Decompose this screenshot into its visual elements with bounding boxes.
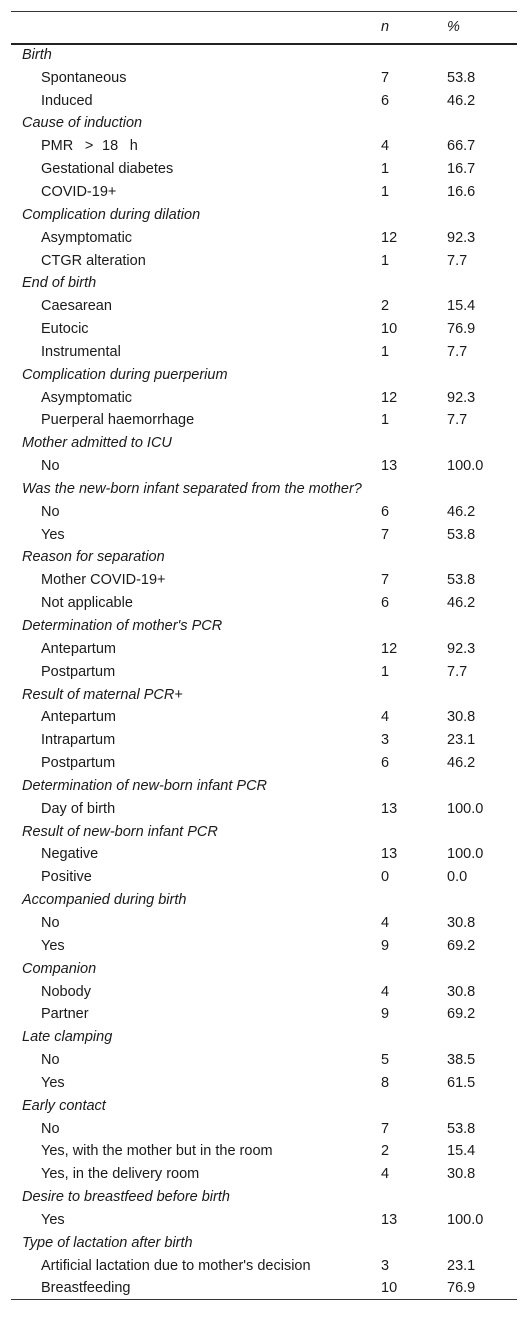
table-row	[11, 340, 517, 363]
row-label: Mother COVID-19+	[41, 572, 166, 589]
empty-cell	[381, 44, 447, 67]
row-n: 9	[381, 937, 390, 954]
section-label: Complication during puerperium	[22, 366, 228, 383]
row-n: 1	[381, 663, 390, 680]
section-row	[11, 957, 517, 980]
row-n: 13	[381, 846, 398, 863]
row-percent: 100.0	[447, 458, 484, 475]
section-row	[11, 820, 517, 843]
empty-cell	[447, 1026, 517, 1049]
empty-cell	[447, 1231, 517, 1254]
row-n: 12	[381, 229, 398, 246]
row-label: PMR > 18 h	[41, 138, 138, 155]
row-n: 6	[381, 755, 390, 772]
row-label: Nobody	[41, 983, 91, 1000]
row-n: 1	[381, 343, 390, 360]
row-label: No	[41, 503, 60, 520]
section-label: Early contact	[22, 1097, 106, 1114]
row-n: 1	[381, 161, 390, 178]
section-row	[11, 1026, 517, 1049]
row-n: 7	[381, 526, 390, 543]
row-percent: 23.1	[447, 732, 476, 749]
row-label: Yes	[41, 1074, 65, 1091]
row-label: Yes	[41, 1211, 65, 1228]
section-label: Companion	[22, 960, 97, 977]
row-percent: 92.3	[447, 389, 476, 406]
table-row	[11, 1209, 517, 1232]
row-percent: 0.0	[447, 869, 468, 886]
row-percent: 15.4	[447, 1143, 476, 1160]
section-label: Determination of new-born infant PCR	[22, 777, 268, 794]
row-label: No	[41, 1120, 60, 1137]
row-percent: 7.7	[447, 663, 468, 680]
empty-cell	[381, 820, 447, 843]
header-percent: %	[447, 12, 517, 44]
row-percent: 15.4	[447, 298, 476, 315]
table-row	[11, 934, 517, 957]
header-row	[11, 12, 517, 44]
row-percent: 38.5	[447, 1052, 476, 1069]
row-n: 12	[381, 640, 398, 657]
row-n: 4	[381, 709, 390, 726]
empty-cell	[447, 478, 517, 501]
row-label: Artificial lactation due to mother's decision	[41, 1257, 311, 1274]
empty-cell	[381, 363, 447, 386]
section-row	[11, 203, 517, 226]
table-row	[11, 1117, 517, 1140]
row-label: Breastfeeding	[11, 1277, 381, 1300]
section-row	[11, 683, 517, 706]
section-label: Cause of induction	[22, 115, 143, 132]
row-n: 8	[381, 1074, 390, 1091]
row-n: 2	[381, 1143, 390, 1160]
row-n: 7	[381, 1120, 390, 1137]
empty-cell	[381, 478, 447, 501]
row-percent: 7.7	[447, 343, 468, 360]
row-percent: 100.0	[447, 846, 484, 863]
table-row	[11, 1163, 517, 1186]
row-n: 1	[381, 183, 390, 200]
row-label: Asymptomatic	[41, 229, 133, 246]
header-n: n	[381, 12, 447, 44]
row-n: 6	[381, 503, 390, 520]
table-row	[11, 66, 517, 89]
table-row	[11, 295, 517, 318]
table-row	[11, 752, 517, 775]
section-row	[11, 546, 517, 569]
empty-cell	[447, 889, 517, 912]
table-row	[11, 843, 517, 866]
section-row	[11, 1231, 517, 1254]
empty-cell	[447, 363, 517, 386]
row-label: Yes	[41, 937, 65, 954]
row-percent: 30.8	[447, 709, 476, 726]
empty-cell	[447, 272, 517, 295]
section-label: Was the new-born infant separated from the mother?	[22, 480, 362, 497]
table-header	[11, 12, 517, 44]
row-n: 1	[381, 412, 390, 429]
section-row	[11, 112, 517, 135]
table-row	[11, 797, 517, 820]
row-percent: 92.3	[447, 640, 476, 657]
row-n: 10	[381, 1277, 447, 1300]
empty-cell	[381, 1026, 447, 1049]
row-n: 4	[381, 138, 390, 155]
table-row	[11, 1254, 517, 1277]
table-row	[11, 1140, 517, 1163]
row-percent: 100.0	[447, 800, 484, 817]
table-row	[11, 135, 517, 158]
row-percent: 100.0	[447, 1211, 484, 1228]
data-table	[11, 11, 517, 1300]
table-row	[11, 980, 517, 1003]
row-percent: 16.7	[447, 161, 476, 178]
row-percent: 7.7	[447, 412, 468, 429]
row-label: Partner	[41, 1006, 89, 1023]
empty-cell	[447, 546, 517, 569]
empty-cell	[381, 775, 447, 798]
row-n: 13	[381, 1211, 398, 1228]
row-n: 9	[381, 1006, 390, 1023]
empty-cell	[447, 615, 517, 638]
empty-cell	[381, 432, 447, 455]
section-label: Type of lactation after birth	[22, 1234, 193, 1251]
table-body	[11, 44, 517, 1300]
table-row	[11, 1071, 517, 1094]
empty-cell	[447, 1186, 517, 1209]
row-n: 5	[381, 1052, 390, 1069]
section-row	[11, 615, 517, 638]
row-percent: 76.9	[447, 1277, 517, 1300]
table-row	[11, 158, 517, 181]
section-row	[11, 775, 517, 798]
row-label: No	[41, 914, 60, 931]
row-label: No	[41, 1052, 60, 1069]
row-percent: 46.2	[447, 595, 476, 612]
row-label: No	[41, 458, 60, 475]
section-label: Result of new-born infant PCR	[22, 823, 218, 840]
row-n: 4	[381, 914, 390, 931]
empty-cell	[447, 775, 517, 798]
row-percent: 53.8	[447, 69, 476, 86]
section-row	[11, 363, 517, 386]
section-row	[11, 478, 517, 501]
row-label: Puerperal haemorrhage	[41, 412, 195, 429]
section-label: Late clamping	[22, 1029, 113, 1046]
section-row	[11, 272, 517, 295]
table-row	[11, 1003, 517, 1026]
row-percent: 30.8	[447, 1166, 476, 1183]
empty-cell	[381, 546, 447, 569]
row-n: 2	[381, 298, 390, 315]
row-n: 4	[381, 1166, 390, 1183]
empty-cell	[381, 112, 447, 135]
row-label: Induced	[41, 92, 93, 109]
table-row	[11, 660, 517, 683]
row-percent: 7.7	[447, 252, 468, 269]
row-label: Positive	[41, 869, 92, 886]
empty-cell	[381, 1094, 447, 1117]
section-label: Complication during dilation	[22, 206, 201, 223]
row-n: 12	[381, 389, 398, 406]
empty-cell	[447, 203, 517, 226]
section-row	[11, 432, 517, 455]
table-row	[11, 455, 517, 478]
header-label	[11, 12, 381, 44]
empty-cell	[447, 683, 517, 706]
table-row	[11, 569, 517, 592]
row-n: 13	[381, 458, 398, 475]
section-row	[11, 1186, 517, 1209]
row-label: Antepartum	[41, 640, 116, 657]
table-row	[11, 181, 517, 204]
row-n: 7	[381, 69, 390, 86]
empty-cell	[381, 272, 447, 295]
table-row	[11, 592, 517, 615]
table-row	[11, 318, 517, 341]
table-row	[11, 249, 517, 272]
row-percent: 53.8	[447, 1120, 476, 1137]
row-n: 6	[381, 92, 390, 109]
row-label: Yes, with the mother but in the room	[41, 1143, 273, 1160]
table-row	[11, 912, 517, 935]
table-row	[11, 1277, 517, 1300]
empty-cell	[381, 1231, 447, 1254]
row-n: 10	[381, 321, 398, 338]
row-label: Yes, in the delivery room	[41, 1166, 200, 1183]
section-row	[11, 1094, 517, 1117]
table-row	[11, 89, 517, 112]
section-row	[11, 889, 517, 912]
row-percent: 53.8	[447, 572, 476, 589]
row-n: 7	[381, 572, 390, 589]
table-row	[11, 637, 517, 660]
row-n: 13	[381, 800, 398, 817]
section-label: Desire to breastfeed before birth	[22, 1189, 230, 1206]
row-percent: 69.2	[447, 937, 476, 954]
section-label: Reason for separation	[22, 549, 165, 566]
empty-cell	[447, 1094, 517, 1117]
row-n: 6	[381, 595, 390, 612]
row-label: Negative	[41, 846, 99, 863]
row-label: Eutocic	[41, 321, 89, 338]
row-percent: 16.6	[447, 183, 476, 200]
row-percent: 66.7	[447, 138, 476, 155]
row-label: Instrumental	[41, 343, 121, 360]
row-label: Not applicable	[41, 595, 133, 612]
empty-cell	[381, 683, 447, 706]
row-n: 3	[381, 732, 390, 749]
row-percent: 53.8	[447, 526, 476, 543]
row-percent: 92.3	[447, 229, 476, 246]
row-label: Caesarean	[41, 298, 112, 315]
row-label: Antepartum	[41, 709, 116, 726]
row-label: Day of birth	[41, 800, 116, 817]
section-label: Mother admitted to ICU	[22, 435, 172, 452]
row-label: Asymptomatic	[41, 389, 133, 406]
row-label: CTGR alteration	[41, 252, 146, 269]
row-percent: 76.9	[447, 321, 476, 338]
row-percent: 46.2	[447, 92, 476, 109]
table-row	[11, 1049, 517, 1072]
section-label: Result of maternal PCR+	[22, 686, 183, 703]
table-row	[11, 729, 517, 752]
table-row	[11, 706, 517, 729]
section-label: Birth	[22, 47, 52, 64]
row-n: 3	[381, 1257, 390, 1274]
row-label: Intrapartum	[41, 732, 116, 749]
empty-cell	[381, 1186, 447, 1209]
row-percent: 46.2	[447, 503, 476, 520]
row-label: Gestational diabetes	[41, 161, 174, 178]
table-row	[11, 500, 517, 523]
empty-cell	[447, 112, 517, 135]
data-table-container	[11, 11, 517, 1300]
table-row	[11, 409, 517, 432]
row-n: 0	[381, 869, 390, 886]
row-label: Yes	[41, 526, 65, 543]
empty-cell	[381, 615, 447, 638]
row-percent: 30.8	[447, 914, 476, 931]
table-row	[11, 386, 517, 409]
empty-cell	[381, 203, 447, 226]
row-percent: 46.2	[447, 755, 476, 772]
empty-cell	[381, 889, 447, 912]
row-label: Spontaneous	[41, 69, 127, 86]
row-percent: 69.2	[447, 1006, 476, 1023]
row-label: COVID-19+	[41, 183, 117, 200]
empty-cell	[447, 44, 517, 67]
section-row	[11, 44, 517, 67]
table-row	[11, 226, 517, 249]
row-n: 1	[381, 252, 390, 269]
empty-cell	[381, 957, 447, 980]
row-percent: 61.5	[447, 1074, 476, 1091]
row-label: Postpartum	[41, 663, 116, 680]
empty-cell	[447, 957, 517, 980]
empty-cell	[447, 820, 517, 843]
row-label: Postpartum	[41, 755, 116, 772]
row-n: 4	[381, 983, 390, 1000]
section-label: End of birth	[22, 275, 97, 292]
row-percent: 30.8	[447, 983, 476, 1000]
table-row	[11, 523, 517, 546]
table-row	[11, 866, 517, 889]
row-percent: 23.1	[447, 1257, 476, 1274]
section-label: Determination of mother's PCR	[22, 618, 223, 635]
empty-cell	[447, 432, 517, 455]
section-label: Accompanied during birth	[22, 892, 187, 909]
